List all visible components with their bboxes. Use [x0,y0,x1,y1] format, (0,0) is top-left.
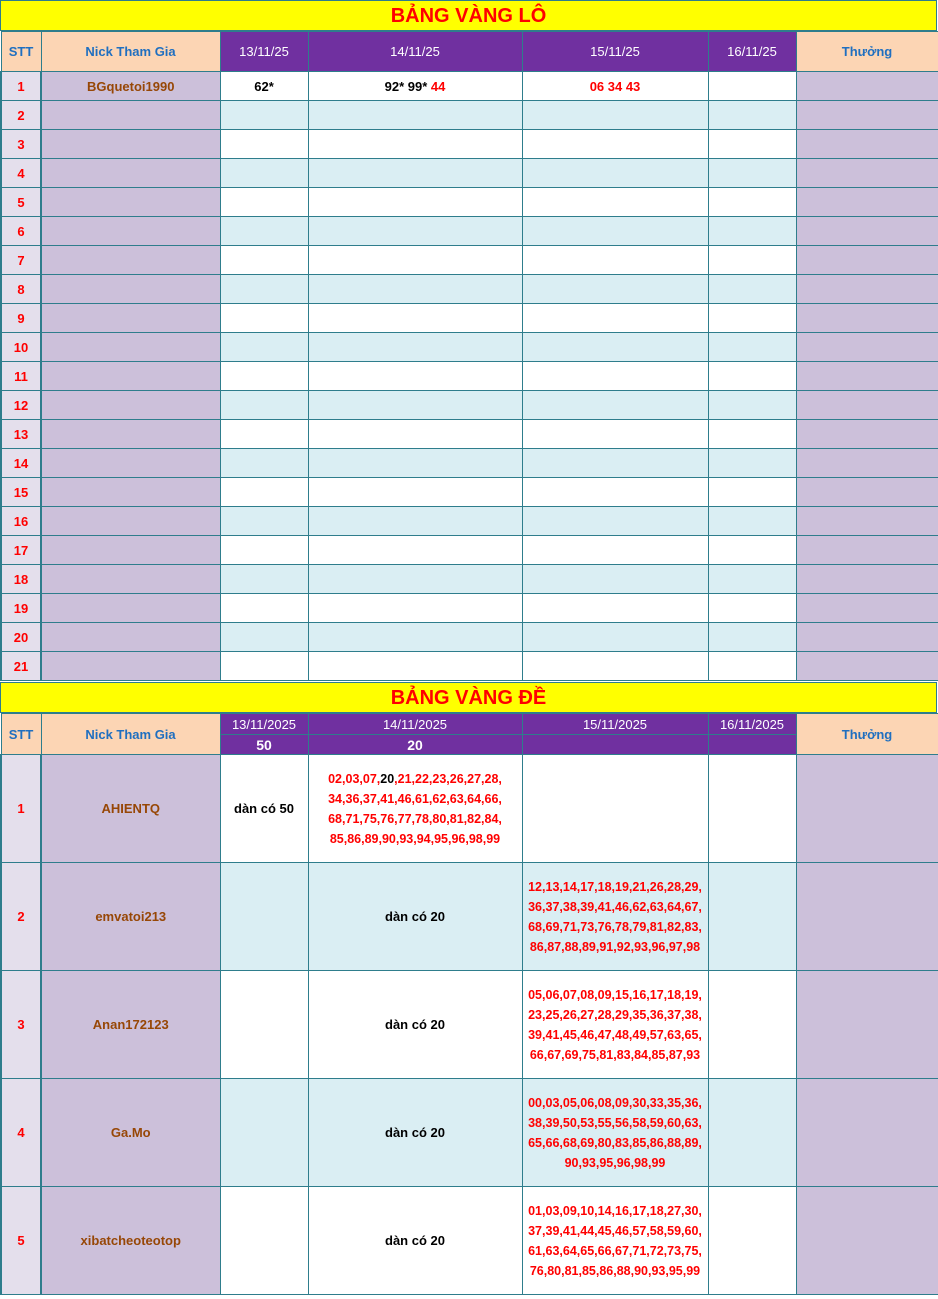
lo-row-day2 [308,159,522,188]
lo-row-day1 [220,101,308,130]
lo-row-prize [796,304,938,333]
lo-header-date-4: 16/11/25 [708,32,796,72]
lo-row-day4 [708,420,796,449]
de-row-nick: Anan172123 [41,971,220,1079]
lo-row-nick [41,246,220,275]
lo-row [1,130,938,159]
de-sub-count-1: 50 [220,735,308,755]
lo-row-day4 [708,362,796,391]
lo-row-prize [796,594,938,623]
lo-row [1,478,938,507]
lo-row-stt: 19 [1,594,41,623]
lo-row [1,217,938,246]
lo-header-date-2: 14/11/25 [308,32,522,72]
de-row-day4 [708,755,796,863]
lo-row-nick [41,333,220,362]
lo-row-day1 [220,507,308,536]
lo-row-day1 [220,449,308,478]
lo-row-day3 [522,565,708,594]
lo-row-stt: 13 [1,420,41,449]
lo-row-day1 [220,275,308,304]
de-row-day3 [522,755,708,863]
de-row [1,863,938,971]
lo-row-day2 [308,130,522,159]
lo-row-nick [41,507,220,536]
de-header-date-1: 13/11/2025 [220,714,308,735]
lo-header-date-3: 15/11/25 [522,32,708,72]
lo-row-day2 [308,333,522,362]
lo-row-day4 [708,275,796,304]
lo-row-day4 [708,507,796,536]
lo-row-prize [796,478,938,507]
lo-row-day3 [522,304,708,333]
lo-row-day2 [308,565,522,594]
lo-row-stt: 9 [1,304,41,333]
lo-row-day3 [522,159,708,188]
lo-row-prize [796,420,938,449]
lo-row-day4 [708,391,796,420]
lo-row-nick [41,275,220,304]
de-row-day3: 00,03,05,06,08,09,30,33,35,36, 38,39,50,53,55,56,58,59,60,63, 65,66,68,69,80,83,85,86,88,89, 90,93,95,96,98,99 [522,1079,708,1187]
lo-row-day3 [522,101,708,130]
lo-row-stt: 8 [1,275,41,304]
lo-row-stt: 20 [1,623,41,652]
lo-row-day4 [708,652,796,681]
de-row-prize [796,1187,938,1295]
lo-row-day3 [522,333,708,362]
de-table [0,713,938,1295]
lo-row-day4 [708,72,796,101]
de-row-prize [796,755,938,863]
lo-row-stt: 3 [1,130,41,159]
lo-row-day1 [220,594,308,623]
lo-row-stt: 7 [1,246,41,275]
lo-row-day2-miss: 44 [430,78,446,94]
lo-row-day2 [308,478,522,507]
lo-row [1,275,938,304]
lo-row-day4 [708,246,796,275]
de-row [1,755,938,863]
de-row-day2: dàn có 20 [308,1187,522,1295]
lo-row-day4 [708,333,796,362]
lo-row [1,304,938,333]
lo-row-stt: 5 [1,188,41,217]
lo-row-day4 [708,101,796,130]
lo-row-day2 [308,623,522,652]
de-header-nick: Nick Tham Gia [41,714,220,755]
lo-row-nick [41,623,220,652]
de-row-day1 [220,1187,308,1295]
lo-row-day4 [708,304,796,333]
lo-table [0,31,938,681]
lo-row-day3 [522,246,708,275]
lo-row-day4 [708,449,796,478]
lo-header-date-1: 13/11/25 [220,32,308,72]
de-row-day4 [708,863,796,971]
de-row-day1 [220,971,308,1079]
lo-row-nick [41,101,220,130]
de-row-day3: 05,06,07,08,09,15,16,17,18,19, 23,25,26,27,28,29,35,36,37,38, 39,41,45,46,47,48,49,57,63,65, 66,67,69,75,81,83,84,85,87,93 [522,971,708,1079]
lo-row-day1 [220,304,308,333]
lo-row-day3 [522,623,708,652]
de-row-stt: 3 [1,971,41,1079]
lo-row-nick [41,188,220,217]
lo-row-prize [796,391,938,420]
lo-row-nick [41,652,220,681]
lo-row [1,333,938,362]
lo-row-prize [796,217,938,246]
lo-row-day2 [308,72,522,101]
lo-row [1,101,938,130]
lo-row-day2 [308,188,522,217]
lo-row-day2 [308,217,522,246]
lo-row-day3 [522,536,708,565]
lo-header-nick: Nick Tham Gia [41,32,220,72]
de-row-nick: AHIENTQ [41,755,220,863]
lo-row-day2 [308,304,522,333]
lo-row-day1 [220,652,308,681]
lo-row-day3 [522,275,708,304]
lo-row-day1 [220,130,308,159]
de-row-day2-pre: 02,03,07, [328,771,381,786]
lo-row-day2 [308,391,522,420]
lo-row-prize [796,449,938,478]
de-row-prize [796,971,938,1079]
de-row-nick: emvatoi213 [41,863,220,971]
lo-row-day1 [220,159,308,188]
lo-row-day2 [308,101,522,130]
lo-row-stt: 14 [1,449,41,478]
lo-row-day4 [708,594,796,623]
lo-row [1,536,938,565]
lo-row-nick [41,304,220,333]
lo-row-day1 [220,246,308,275]
lo-row-stt: 17 [1,536,41,565]
lo-row-prize [796,652,938,681]
de-row-day2: dàn có 20 [308,1079,522,1187]
de-row-day1 [220,863,308,971]
lo-row [1,246,938,275]
de-row-day1: dàn có 50 [220,755,308,863]
lo-row-stt: 21 [1,652,41,681]
lo-row-day2 [308,362,522,391]
de-sub-count-2: 20 [308,735,522,755]
de-row-day2: dàn có 20 [308,971,522,1079]
lo-row-day1 [220,333,308,362]
de-row-prize [796,863,938,971]
lo-row-day3 [522,420,708,449]
lo-row-day1 [220,188,308,217]
lo-row [1,188,938,217]
de-sub-count-4 [708,735,796,755]
de-row-stt: 5 [1,1187,41,1295]
lo-row-stt: 11 [1,362,41,391]
lo-row-prize [796,565,938,594]
de-title: BẢNG VÀNG ĐỀ [0,682,937,713]
lo-row-prize [796,159,938,188]
lo-row [1,565,938,594]
lo-row [1,159,938,188]
de-row-day4 [708,1187,796,1295]
lo-row-day1 [220,536,308,565]
lo-empty-rows [1,101,938,681]
lo-row-day4 [708,478,796,507]
lo-row-prize [796,130,938,159]
lo-row-prize [796,101,938,130]
lo-row-day1 [220,217,308,246]
de-sub-count-3 [522,735,708,755]
lo-row-day2 [308,420,522,449]
lo-row-day2 [308,536,522,565]
lo-title: BẢNG VÀNG LÔ [0,0,937,31]
de-row-nick: xibatcheoteotop [41,1187,220,1295]
de-row-day2-hit: 20 [380,771,395,786]
lo-row [1,391,938,420]
de-row-day1 [220,1079,308,1187]
lo-row-nick [41,159,220,188]
lo-row-day2 [308,275,522,304]
lo-row-day3 [522,594,708,623]
lo-row-day3 [522,217,708,246]
lo-row-day1 [220,362,308,391]
lo-row-day1 [220,478,308,507]
lo-row-nick [41,449,220,478]
lo-row-day1 [220,391,308,420]
lo-row-day4 [708,565,796,594]
de-row [1,1079,938,1187]
lo-row-day4 [708,188,796,217]
lo-row-nick [41,565,220,594]
lo-row [1,72,938,101]
de-row-day2 [308,755,522,863]
lo-row-nick [41,130,220,159]
lo-row-day4 [708,159,796,188]
de-row-stt: 4 [1,1079,41,1187]
de-row-stt: 2 [1,863,41,971]
lo-row-prize [796,536,938,565]
lo-row-day2-hits: 92* 99* [384,78,428,94]
de-header-row [1,714,938,735]
lo-row-day4 [708,217,796,246]
lo-row [1,652,938,681]
lo-row-nick [41,478,220,507]
lo-row-stt: 1 [1,72,41,101]
de-row-stt: 1 [1,755,41,863]
lo-row-day3: 06 34 43 [522,72,708,101]
lo-row-prize [796,507,938,536]
lo-header-stt: STT [1,32,41,72]
lo-row-stt: 4 [1,159,41,188]
lo-row-stt: 6 [1,217,41,246]
lo-row-day4 [708,130,796,159]
lo-row-day3 [522,652,708,681]
lo-row-nick [41,391,220,420]
lo-row-stt: 18 [1,565,41,594]
lo-row-prize [796,333,938,362]
de-row-day2: dàn có 20 [308,863,522,971]
de-row [1,971,938,1079]
lo-row-day1 [220,420,308,449]
de-row-day3: 12,13,14,17,18,19,21,26,28,29, 36,37,38,39,41,46,62,63,64,67, 68,69,71,73,76,78,79,81,82,83, 86,87,88,89,91,92,93,96,97,98 [522,863,708,971]
lo-row-stt: 10 [1,333,41,362]
de-header-date-4: 16/11/2025 [708,714,796,735]
lo-row-day3 [522,188,708,217]
lo-row-day1 [220,565,308,594]
lo-row-prize [796,188,938,217]
lo-row-day3 [522,362,708,391]
lo-row-prize [796,72,938,101]
lo-row-prize [796,623,938,652]
lo-row-day3 [522,391,708,420]
lo-row-prize [796,275,938,304]
lo-row-day3 [522,478,708,507]
lo-row-nick [41,217,220,246]
de-header-date-2: 14/11/2025 [308,714,522,735]
lo-row-day2 [308,246,522,275]
lo-row-day1 [220,623,308,652]
lo-row-prize [796,362,938,391]
lo-row-day2 [308,507,522,536]
lo-row-stt: 12 [1,391,41,420]
lo-row [1,449,938,478]
lo-row [1,362,938,391]
de-header-date-3: 15/11/2025 [522,714,708,735]
lo-row-day3 [522,507,708,536]
de-row-prize [796,1079,938,1187]
lo-row-nick [41,362,220,391]
de-row [1,1187,938,1295]
de-header-prize: Thưởng [796,714,938,755]
de-row-day2-post: ,21,22,23,26,27,28, 34,36,37,41,46,61,62,63,64,66, 68,71,75,76,77,78,80,81,82,84, 85,86,89,90,93,94,95,96,98,99 [328,771,502,846]
lo-row [1,623,938,652]
de-header-stt: STT [1,714,41,755]
lo-row-day2 [308,449,522,478]
lo-row-day2 [308,594,522,623]
lo-row-day3 [522,449,708,478]
lo-row-nick [41,420,220,449]
lo-row-day2 [308,652,522,681]
de-row-day3: 01,03,09,10,14,16,17,18,27,30, 37,39,41,44,45,46,57,58,59,60, 61,63,64,65,66,67,71,72,73,75, 76,80,81,85,86,88,90,93,95,99 [522,1187,708,1295]
lo-row [1,507,938,536]
de-row-nick: Ga.Mo [41,1079,220,1187]
lo-row-prize [796,246,938,275]
lo-row-day1: 62* [220,72,308,101]
lo-row-nick: BGquetoi1990 [41,72,220,101]
lo-row-stt: 16 [1,507,41,536]
de-row-day4 [708,971,796,1079]
lo-row-day4 [708,536,796,565]
lo-row-nick [41,536,220,565]
lo-row-stt: 15 [1,478,41,507]
lo-header-row [1,32,938,72]
de-row-day4 [708,1079,796,1187]
lo-row-stt: 2 [1,101,41,130]
lo-row-nick [41,594,220,623]
lo-row [1,420,938,449]
lo-header-prize: Thưởng [796,32,938,72]
lo-row-day3 [522,130,708,159]
lo-row [1,594,938,623]
lo-row-day4 [708,623,796,652]
